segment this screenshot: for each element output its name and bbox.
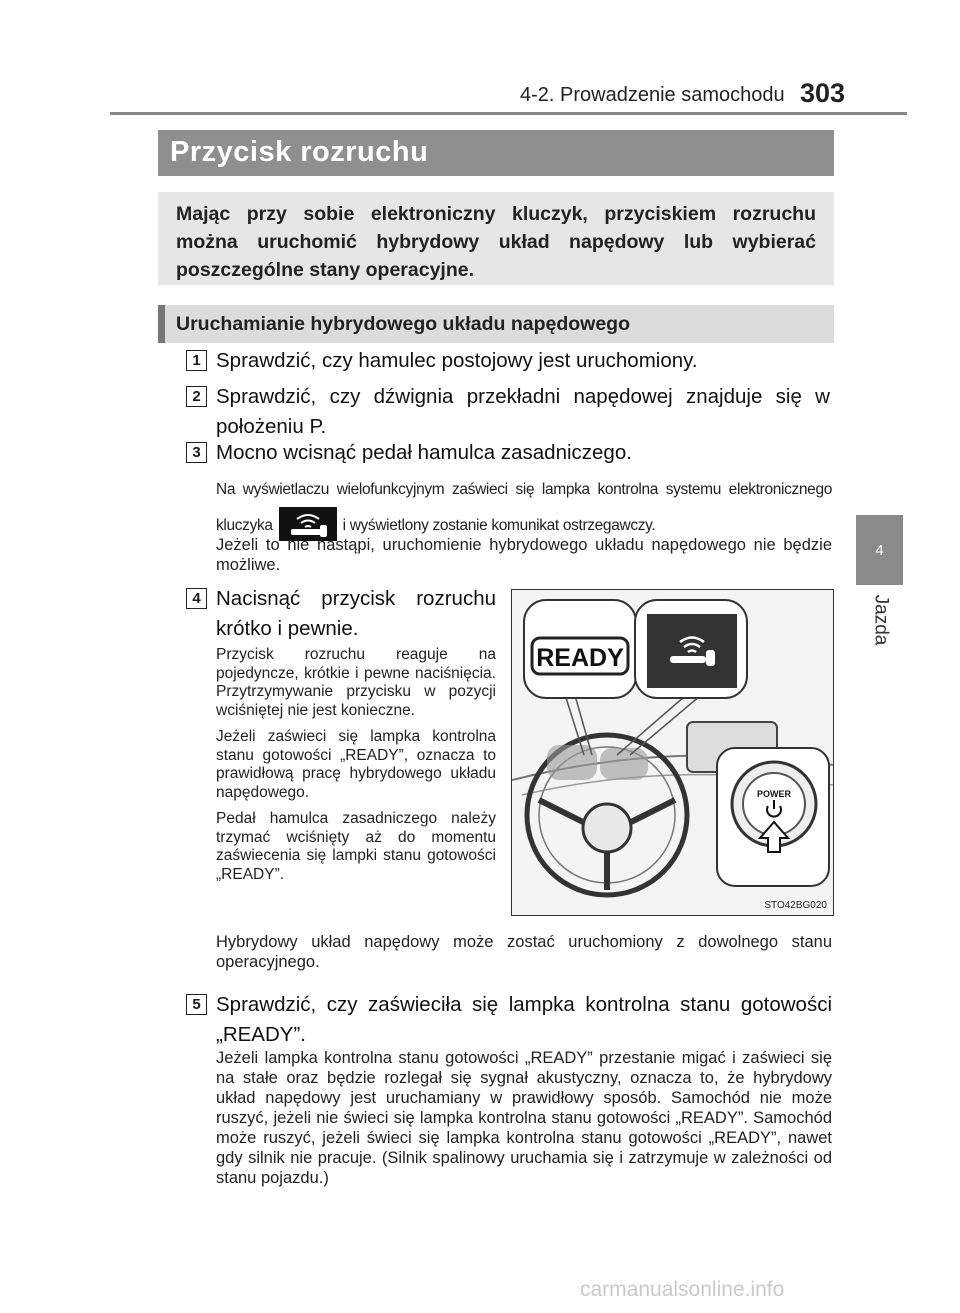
- step-4-note-1: Przycisk rozruchu reaguje na pojedyncze, krótkie i pewne naciśnięcia. Przytrzymywanie przycisku w pozycji wciśniętej nie jest konieczne.: [216, 646, 496, 719]
- intro-box: [158, 192, 834, 285]
- step-3-note-a: Na wyświetlaczu wielofunkcyjnym zaświeci się lampka kontrolna systemu elektronicznego kluczyka: [216, 481, 832, 534]
- step-3-note: [216, 472, 832, 544]
- page-title: Przycisk rozruchu: [170, 136, 429, 168]
- step-3-note-c: Jeżeli to nie nastąpi, uruchomienie hybrydowego układu napędowego nie będzie możliwe.: [216, 536, 832, 574]
- page-number: 303: [800, 78, 846, 108]
- step-5-note: Jeżeli lampka kontrolna stanu gotowości „READY” przestanie migać i zaświeci się na stałe oraz będzie rozlegał się sygnał akustyczny, oznacza to, że hybrydowy układ napędowy jest uruchamiany w prawidłowy sposób. Samochód nie może ruszyć, jeżeli nie świeci się lampka kontrolna stanu gotowości „READY”. Samochód może ruszyć, jeżeli świeci się lampka kontrolna stanu gotowości „READY”, nawet gdy silnik nie pracuje. (Silnik spalinowy uruchamia się i zatrzymuje w zależności od stanu pojazdu.): [216, 1049, 832, 1187]
- section-header: 4-2. Prowadzenie samochodu: [520, 84, 785, 106]
- step-number-1: 1: [186, 350, 207, 371]
- header-divider: [110, 112, 907, 115]
- chapter-label: Jazda: [870, 594, 892, 646]
- title-bar: [158, 130, 834, 176]
- subsection-title: Uruchamianie hybrydowego układu napędowego: [176, 313, 630, 335]
- step-4-text: Nacisnąć przycisk rozruchu krótko i pewnie.: [216, 587, 496, 640]
- chapter-tab[interactable]: [856, 515, 903, 585]
- step-3-note-b: i wyświetlony zostanie komunikat ostrzegawczy.: [342, 517, 656, 534]
- dashboard-illustration: [511, 589, 834, 916]
- step-number-3: 3: [186, 442, 207, 463]
- step-1-text: Sprawdzić, czy hamulec postojowy jest uruchomiony.: [216, 349, 698, 372]
- chapter-number: 4: [875, 541, 884, 559]
- step-number-5: 5: [186, 994, 207, 1015]
- intro-text: Mając przy sobie elektroniczny kluczyk, przyciskiem rozruchu można uruchomić hybrydowy układ napędowy lub wybierać poszczególne stany operacyjne.: [176, 203, 816, 281]
- step-4-note-2: Jeżeli zaświeci się lampka kontrolna stanu gotowości „READY”, oznacza to prawidłową pracę hybrydowego układu napędowego.: [216, 728, 496, 801]
- step-number-4: 4: [186, 588, 207, 609]
- step-5-text: Sprawdzić, czy zaświeciła się lampka kontrolna stanu gotowości „READY”.: [216, 993, 832, 1046]
- chapter-label-wrap: [861, 590, 899, 650]
- step-3-text: Mocno wcisnąć pedał hamulca zasadniczego.: [216, 441, 632, 464]
- power-button-label: POWER: [756, 789, 792, 799]
- ready-indicator-label: READY: [536, 644, 624, 672]
- step-2-text: Sprawdzić, czy dźwignia przekładni napędowej znajduje się w położeniu P.: [216, 385, 830, 438]
- subsection-bar: [158, 305, 834, 343]
- step-4-note-full: Hybrydowy układ napędowy może zostać uruchomiony z dowolnego stanu operacyjnego.: [216, 933, 832, 971]
- step-4-note-3: Pedał hamulca zasadniczego należy trzymać wciśnięty aż do momentu zaświecenia się lampki stanu gotowości „READY”.: [216, 810, 496, 883]
- step-number-2: 2: [186, 386, 207, 407]
- subsection-marker: [158, 305, 165, 343]
- watermark: carmanualsonline.info: [580, 1278, 785, 1301]
- figure-code: STO42BG020: [764, 900, 827, 911]
- step-4-notes: [216, 646, 496, 892]
